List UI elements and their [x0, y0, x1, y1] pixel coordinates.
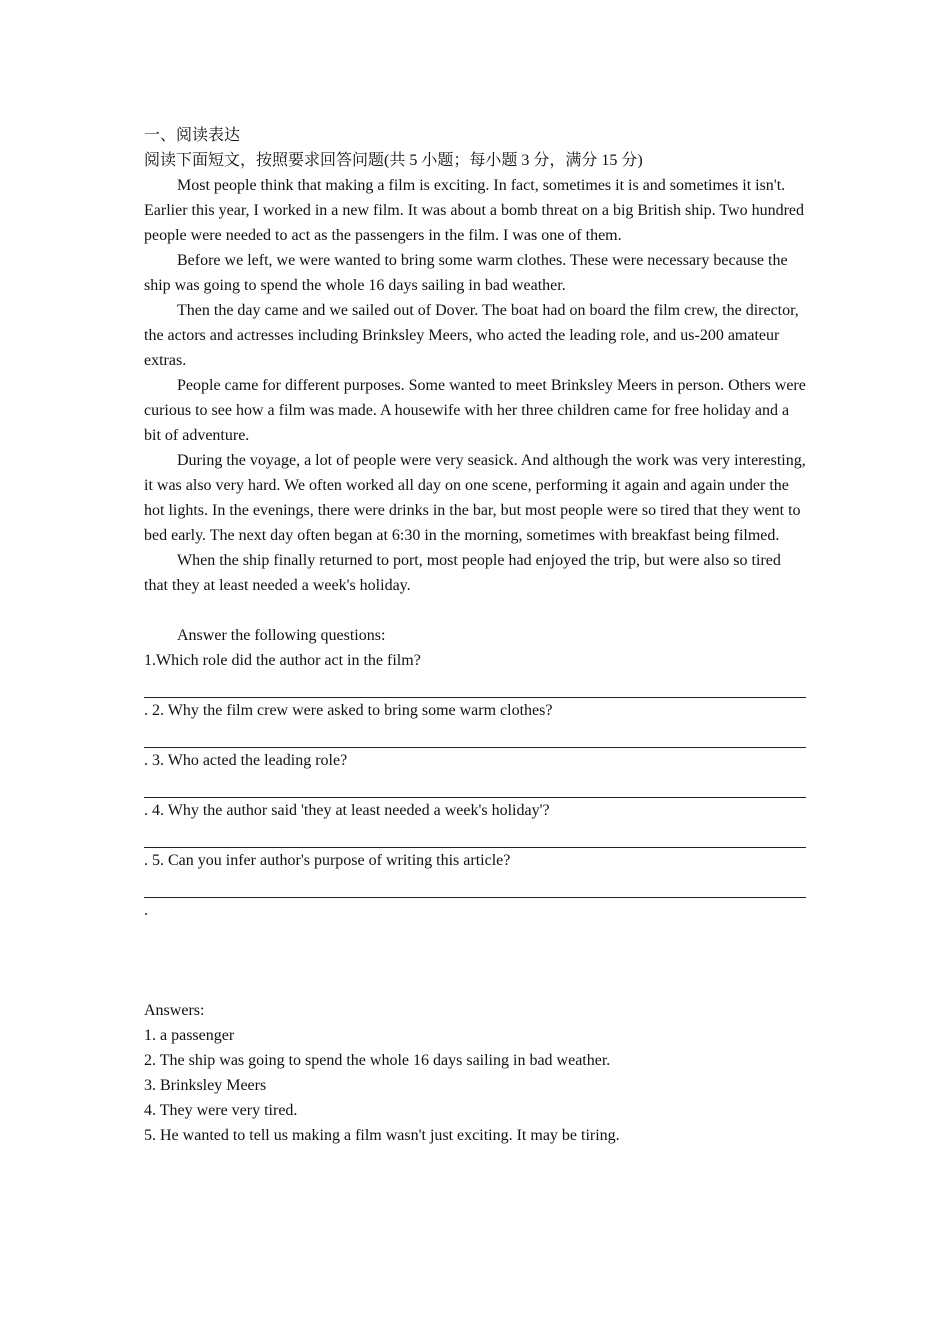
passage-paragraph-1: Most people think that making a film is exciting. In fact, sometimes it is and sometimes it isn't. Earlier this year, I worked in a new film. It was about a bomb threat on a big British ship. Two hundred people were needed to act as the passengers in the film. I was one of them. — [144, 177, 805, 244]
passage-paragraph-6: When the ship finally returned to port, most people had enjoyed the trip, but were also so tired that they at least needed a week's holiday. — [144, 552, 781, 594]
answer-blank-2[interactable] — [144, 723, 806, 748]
section-title: 一、阅读表达 — [144, 127, 241, 144]
answer-3: 3. Brinksley Meers — [144, 1077, 267, 1094]
question-5: . 5. Can you infer author's purpose of writing this article? — [144, 852, 511, 869]
document-page — [144, 123, 806, 1148]
answer-blank-5[interactable] — [144, 873, 806, 898]
blank-line — [144, 598, 806, 623]
answer-2: 2. The ship was going to spend the whole 16 days sailing in bad weather. — [144, 1052, 611, 1069]
answer-blank-1[interactable] — [144, 673, 806, 698]
answer-4: 4. They were very tired. — [144, 1102, 298, 1119]
questions-intro: Answer the following questions: — [177, 627, 386, 644]
answers-title: Answers: — [144, 1002, 205, 1019]
question-3: . 3. Who acted the leading role? — [144, 752, 348, 769]
passage-paragraph-4: People came for different purposes. Some wanted to meet Brinksley Meers in person. Others were curious to see how a film was made. A housewife with her three children came for free holiday and a bit of adventure. — [144, 377, 806, 444]
answer-1: 1. a passenger — [144, 1027, 235, 1044]
instructions: 阅读下面短文，按照要求回答问题(共 5 小题；每小题 3 分，满分 15 分) — [144, 152, 643, 169]
passage-paragraph-3: Then the day came and we sailed out of Dover. The boat had on board the film crew, the director, the actors and actresses including Brinksley Meers, who acted the leading role, and us-200 amateur extras. — [144, 302, 799, 369]
answer-blank-4[interactable] — [144, 823, 806, 848]
answer-blank-3[interactable] — [144, 773, 806, 798]
passage-paragraph-2: Before we left, we were wanted to bring some warm clothes. These were necessary because the ship was going to spend the whole 16 days sailing in bad weather. — [144, 252, 788, 294]
passage-paragraph-5: During the voyage, a lot of people were very seasick. And although the work was very interesting, it was also very hard. We often worked all day on one scene, performing it again and again under the hot lights. In the evenings, there were drinks in the bar, but most people were so tired that they went to bed early. The next day often began at 6:30 in the morning, sometimes with breakfast being filmed. — [144, 452, 806, 544]
question-1: 1.Which role did the author act in the film? — [144, 652, 421, 669]
spacer — [144, 923, 806, 998]
answer-5: 5. He wanted to tell us making a film wasn't just exciting. It may be tiring. — [144, 1127, 620, 1144]
question-4: . 4. Why the author said 'they at least needed a week's holiday'? — [144, 802, 550, 819]
trailing-mark: . — [144, 902, 148, 919]
question-2: . 2. Why the film crew were asked to bring some warm clothes? — [144, 702, 553, 719]
